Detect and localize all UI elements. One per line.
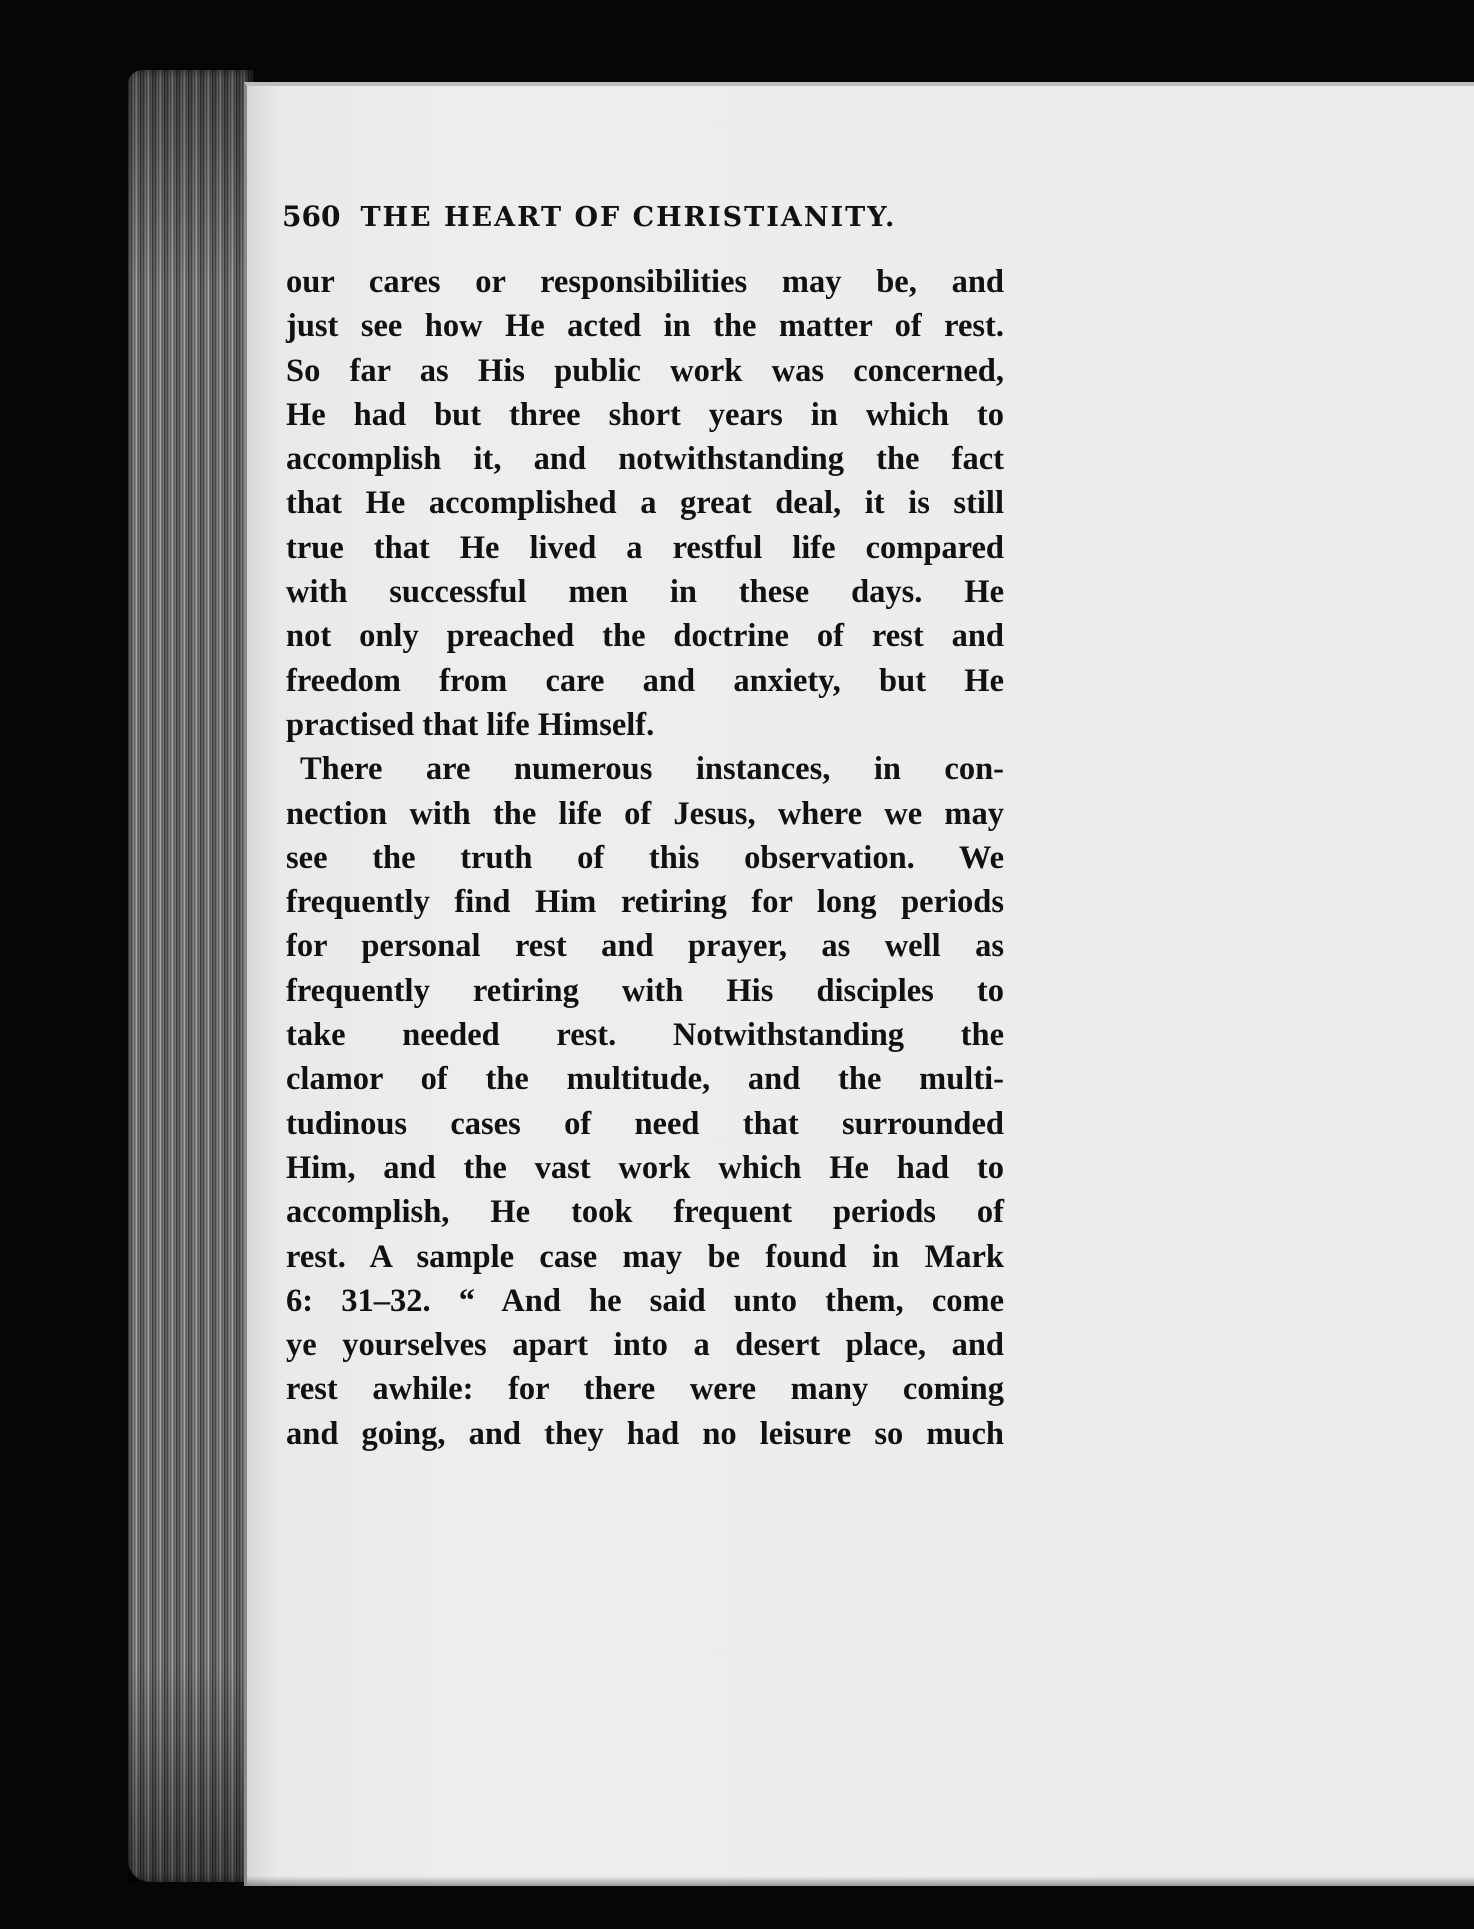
- text-line: Him, and the vast work which He had to: [286, 1149, 1004, 1186]
- text-line: just see how He acted in the matter of rest.: [286, 308, 1004, 345]
- text-line: clamor of the multitude, and the multi-: [286, 1061, 1004, 1098]
- running-title: THE HEART OF CHRISTIANITY.: [360, 202, 897, 233]
- text-line: freedom from care and anxiety, but He: [286, 662, 1004, 699]
- text-line: tudinous cases of need that surrounded: [286, 1105, 1004, 1142]
- book-page-edges: [128, 70, 253, 1882]
- body-text: [286, 260, 1004, 1456]
- text-line: with successful men in these days. He: [286, 574, 1004, 611]
- text-line: frequently retiring with His disciples to: [286, 972, 1004, 1009]
- text-line: 6: 31–32. “ And he said unto them, come: [286, 1282, 1004, 1319]
- text-line: our cares or responsibilities may be, and: [286, 264, 1004, 300]
- text-line: frequently find Him retiring for long periods: [286, 884, 1004, 921]
- text-line: that He accomplished a great deal, it is still: [286, 485, 1004, 522]
- text-line: rest awhile: for there were many coming: [286, 1371, 1004, 1408]
- text-line: There are numerous instances, in con-: [300, 751, 1004, 788]
- text-line: true that He lived a restful life compared: [286, 529, 1004, 566]
- text-line: accomplish, He took frequent periods of: [286, 1194, 1004, 1231]
- text-line: practised that life Himself.: [286, 706, 655, 743]
- text-line: ye yourselves apart into a desert place, and: [286, 1327, 1004, 1364]
- text-line: for personal rest and prayer, as well as: [286, 928, 1004, 965]
- paragraph-1: [286, 260, 1004, 747]
- text-line: He had but three short years in which to: [286, 396, 1004, 433]
- text-line: see the truth of this observation. We: [286, 839, 1004, 876]
- text-line: take needed rest. Notwithstanding the: [286, 1017, 1004, 1054]
- text-line: and going, and they had no leisure so much: [286, 1415, 1004, 1452]
- page-number: 560: [282, 200, 341, 233]
- running-head: [282, 200, 902, 233]
- text-line: nection with the life of Jesus, where we may: [286, 795, 1004, 832]
- text-line: rest. A sample case may be found in Mark: [286, 1238, 1004, 1275]
- text-line: not only preached the doctrine of rest and: [286, 618, 1004, 655]
- text-line: accomplish it, and notwithstanding the fact: [286, 441, 1004, 478]
- paragraph-2: [286, 747, 1004, 1456]
- text-line: So far as His public work was concerned,: [286, 352, 1004, 389]
